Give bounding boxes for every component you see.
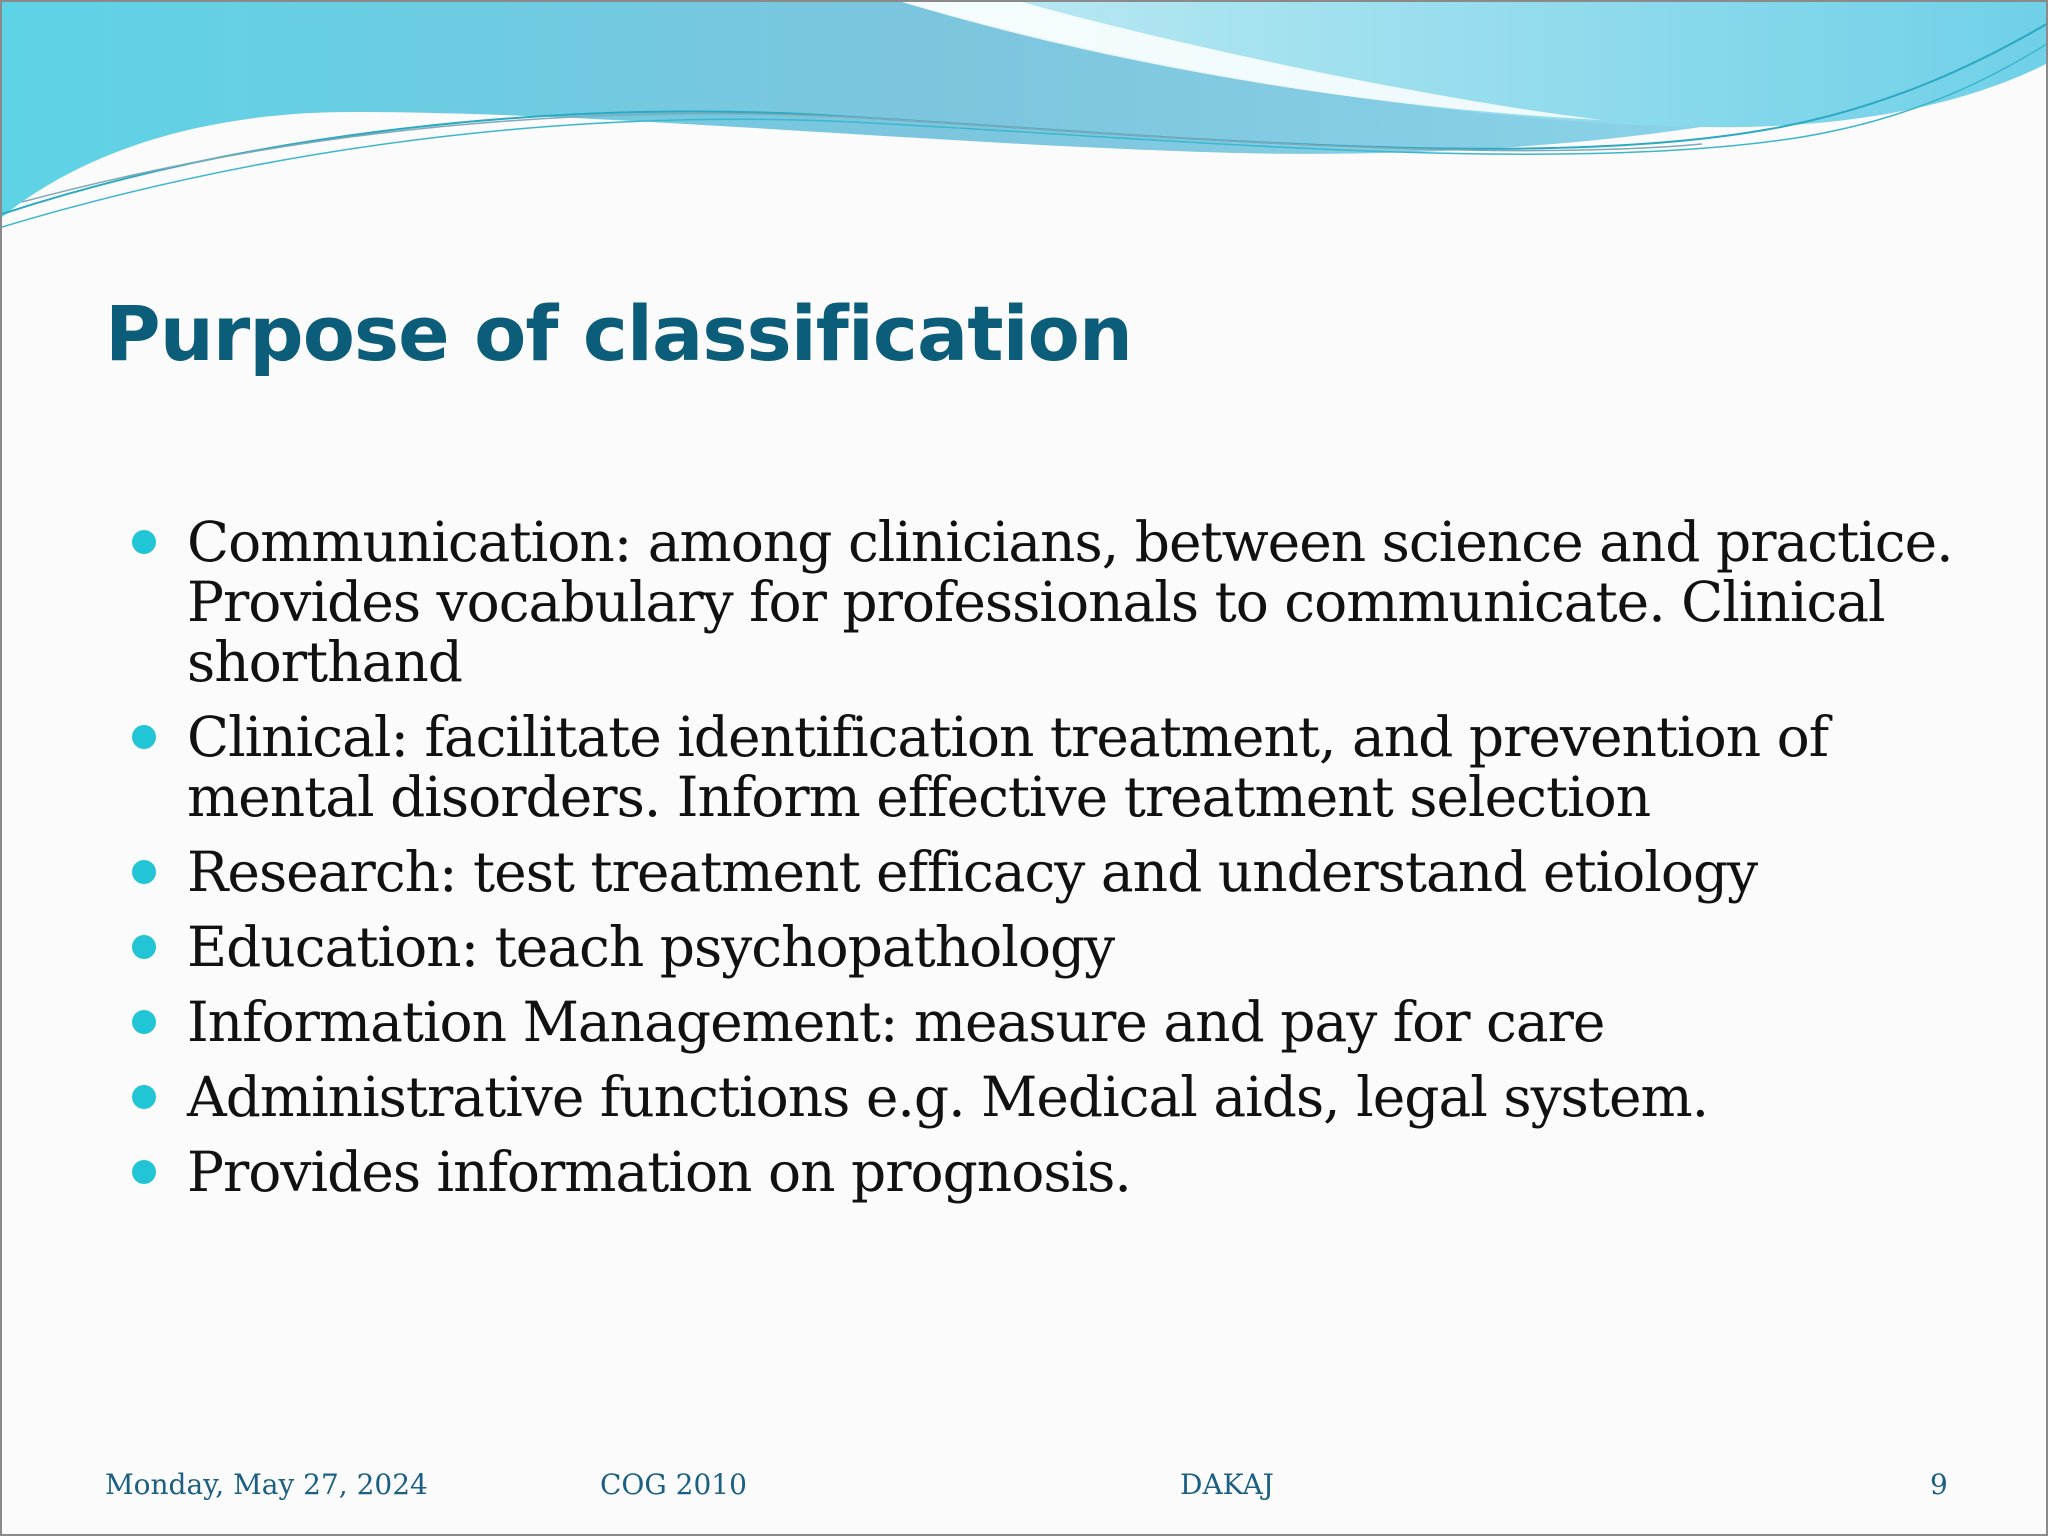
bullet-dot-icon: [132, 935, 156, 959]
footer-course: COG 2010: [600, 1468, 747, 1501]
slide-title: Purpose of classification: [105, 289, 1132, 378]
bullet-item-research: [2, 842, 2048, 902]
footer-date: Monday, May 27, 2024: [105, 1468, 428, 1501]
bullet-dot-icon: [132, 1010, 156, 1034]
bullet-text: Information Management: measure and pay for care: [187, 990, 1605, 1054]
bullet-text: Clinical: facilitate identification treatment, and prevention of mental disorders. Inform effective treatment selection: [187, 705, 1829, 829]
bullet-dot-icon: [132, 1085, 156, 1109]
bullet-item-information-management: [2, 992, 2048, 1052]
bullet-text: Research: test treatment efficacy and understand etiology: [187, 840, 1758, 904]
bullet-item-education: [2, 917, 2048, 977]
header-wave-decoration: [2, 2, 2048, 242]
bullet-list: [2, 512, 2048, 1217]
bullet-text: Education: teach psychopathology: [187, 915, 1115, 979]
bullet-text: Administrative functions e.g. Medical aids, legal system.: [187, 1065, 1709, 1129]
footer-page-number: 9: [1930, 1468, 1948, 1501]
bullet-item-administrative: [2, 1067, 2048, 1127]
bullet-item-prognosis: [2, 1142, 2048, 1202]
bullet-item-clinical: [2, 707, 2048, 827]
bullet-dot-icon: [132, 725, 156, 749]
bullet-text: Provides information on prognosis.: [187, 1140, 1131, 1204]
bullet-dot-icon: [132, 1160, 156, 1184]
bullet-item-communication: [2, 512, 2048, 692]
footer-author: DAKAJ: [1180, 1468, 1274, 1501]
bullet-dot-icon: [132, 530, 156, 554]
bullet-dot-icon: [132, 860, 156, 884]
bullet-text: Communication: among clinicians, between science and practice. Provides vocabulary for professionals to communicate. Clinical shorthand: [187, 510, 1953, 694]
